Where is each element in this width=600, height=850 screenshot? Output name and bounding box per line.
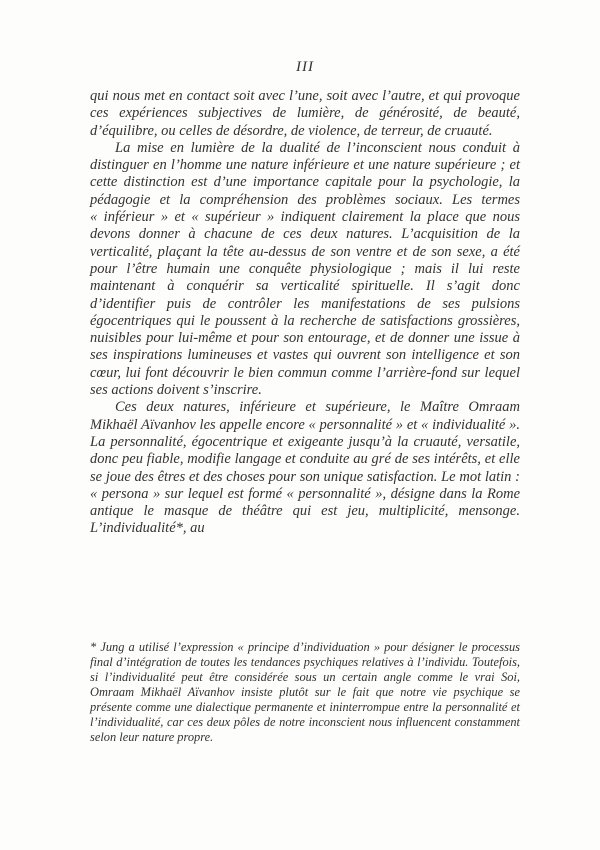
body-text: [90, 88, 520, 538]
paragraph: Ces deux natures, inférieure et supérieure, le Maître Omraam Mikhaël Aïvanhov les appelle encore « personnalité » et « individualité ». La personnalité, égocentrique et exigeante jusqu’à la cruauté, versatile, donc peu fiable, modifie langage et conduite au gré de ses intérêts, et elle se joue des êtres et des choses pour son unique satisfaction. Le mot latin : « persona » sur lequel est formé « personnalité », désigne dans la Rome antique le masque de théâtre qui est jeu, multiplicité, mensonge. L’individualité*, au: [90, 399, 520, 537]
paragraph: La mise en lumière de la dualité de l’inconscient nous conduit à distinguer en l’homme une nature inférieure et une nature supérieure ; et cette distinction est d’une importance capitale pour la psychologie, la pédagogie et la compréhension des problèmes sociaux. Les termes « inférieur » et « supérieur » indiquent clairement la place que nous devons donner à chacune de ces deux natures. L’acquisition de la verticalité, plaçant la tête au-dessus de son ventre et de son sexe, a été pour l’être humain une conquête physiologique ; mais il lui reste maintenant à conquérir sa verticalité spirituelle. Il s’agit donc d’identifier puis de contrôler les manifestations de ses pulsions égocentriques qui le poussent à la recherche de satisfactions grossières, nuisibles pour lui-même et pour son entourage, et de donner une issue à ses inspirations lumineuses et vastes qui ouvrent son intelligence et son cœur, lui font découvrir le bien commun comme l’arrière-fond sur lequel ses actions doivent s’inscrire.: [90, 139, 520, 399]
paragraph-continuation: qui nous met en contact soit avec l’une, soit avec l’autre, et qui provoque ces expériences subjectives de lumière, de générosité, de beauté, d’équilibre, ou celles de désordre, de violence, de terreur, de cruauté.: [90, 88, 520, 139]
footnote: * Jung a utilisé l’expression « principe d’individuation » pour désigner le processus final d’intégration de toutes les tendances psychiques relatives à l’individu. Toutefois, si l’individualité peut être considérée sous un certain angle comme le vrai Soi, Omraam Mikhaël Aïvanhov insiste plutôt sur le fait que notre vie psychique se présente comme une dialectique permanente et ininterrompue entre la personnalité et l’individualité, car ces deux pôles de notre inconscient nous influencent constamment selon leur nature propre.: [90, 640, 520, 744]
page-number: III: [296, 59, 314, 75]
